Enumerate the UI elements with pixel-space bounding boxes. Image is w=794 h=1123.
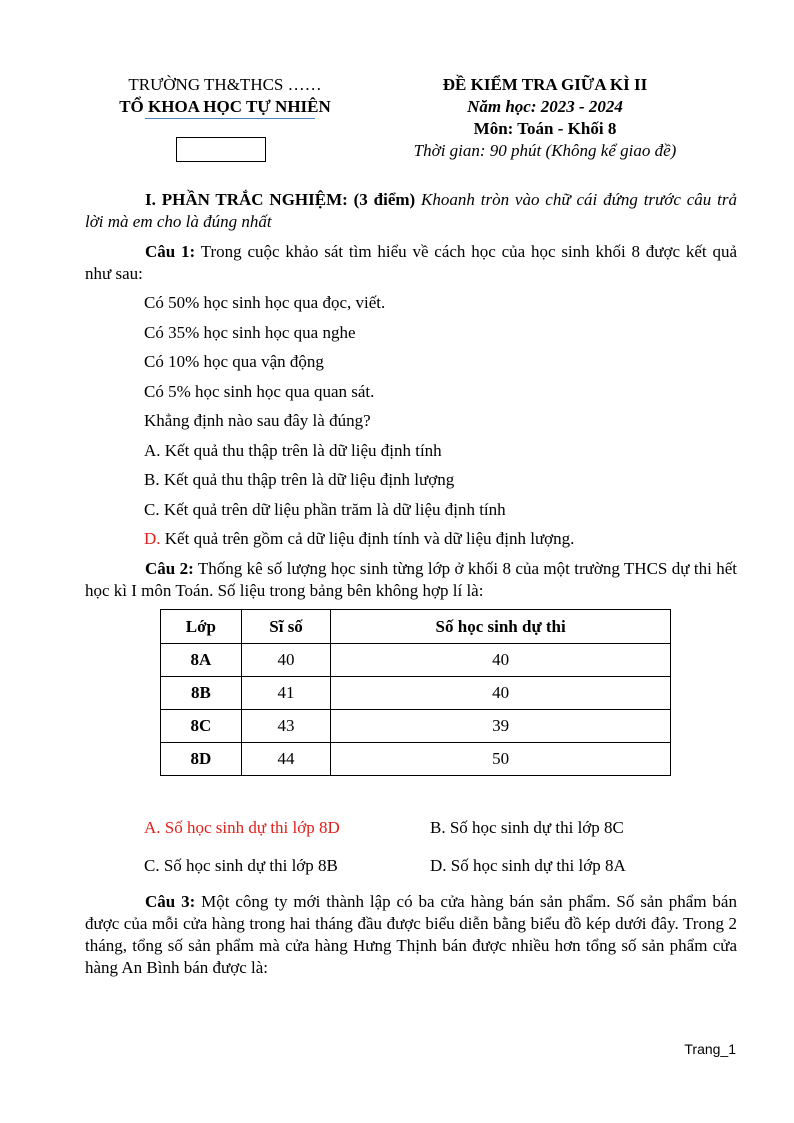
q1-line-1: Có 50% học sinh học qua đọc, viết. [144, 293, 386, 312]
header-class: Lớp [161, 610, 242, 644]
q1-line-2: Có 35% học sinh học qua nghe [144, 323, 356, 342]
q1-line-3: Có 10% học qua vận động [144, 352, 324, 371]
q1-line-4: Có 5% học sinh học qua quan sát. [144, 382, 375, 401]
school-year: Năm học: 2023 - 2024 [467, 97, 623, 116]
duration: Thời gian: 90 phút (Không kể giao đề) [413, 141, 677, 160]
table-row [161, 743, 671, 776]
cell-size: 44 [241, 743, 330, 776]
cell-size: 40 [241, 644, 330, 677]
q2-option-b: B. Số học sinh dự thi lớp 8C [430, 818, 624, 837]
q1-option-c: C. Kết quả trên dữ liệu phần trăm là dữ liệu định tính [144, 500, 506, 519]
cell-class: 8A [161, 644, 242, 677]
question-2-text: Thống kê số lượng học sinh từng lớp ở khối 8 của một trường THCS dự thi hết học kì I môn Toán. Số liệu trong bảng bên không hợp lí là: [85, 559, 737, 600]
header-participants: Số học sinh dự thi [331, 610, 671, 644]
header-size: Sĩ số [241, 610, 330, 644]
class-stats-table [160, 609, 671, 776]
cell-participants: 40 [331, 677, 671, 710]
subject: Môn: Toán - Khối 8 [473, 119, 617, 138]
question-1-text: Trong cuộc khảo sát tìm hiểu về cách học của học sinh khối 8 được kết quả như sau: [85, 242, 737, 283]
cell-class: 8B [161, 677, 242, 710]
question-1 [85, 241, 737, 285]
q2-option-d: D. Số học sinh dự thi lớp 8A [430, 856, 626, 875]
school-header [100, 74, 350, 118]
question-3-text: Một công ty mới thành lập có ba cửa hàng bán sản phẩm. Số sản phẩm bán được của mỗi cửa hàng trong hai tháng đầu được biểu diễn bằng biểu đồ kép dưới đây. Trong 2 tháng, tổng số sản phẩm mà cửa hàng Hưng Thịnh bán được nhiều hơn tổng số sản phẩm cửa hàng An Bình bán được là: [85, 892, 737, 977]
exam-header [380, 74, 710, 162]
question-1-label: Câu 1: [145, 242, 196, 261]
q1-option-d-text: Kết quả trên gồm cả dữ liệu định tính và dữ liệu định lượng. [160, 529, 575, 548]
table-row [161, 710, 671, 743]
page-number: Trang_1 [684, 1041, 736, 1057]
exam-code-box [176, 137, 266, 162]
question-2 [85, 558, 737, 602]
table-header-row [161, 610, 671, 644]
q1-option-d [144, 528, 574, 550]
cell-class: 8C [161, 710, 242, 743]
question-2-label: Câu 2: [145, 559, 194, 578]
cell-size: 41 [241, 677, 330, 710]
q1-option-a: A. Kết quả thu thập trên là dữ liệu định tính [144, 441, 442, 460]
q1-option-d-letter: D. [144, 529, 161, 548]
q1-prompt: Khẳng định nào sau đây là đúng? [144, 411, 371, 430]
q2-option-a: A. Số học sinh dự thi lớp 8D [144, 818, 340, 837]
exam-title: ĐỀ KIỂM TRA GIỮA KÌ II [442, 75, 648, 94]
school-name: TRƯỜNG TH&THCS …… [128, 75, 322, 94]
cell-participants: 40 [331, 644, 671, 677]
question-3-label: Câu 3: [145, 892, 196, 911]
header-divider [145, 118, 315, 119]
q1-option-b: B. Kết quả thu thập trên là dữ liệu định lượng [144, 470, 455, 489]
section-1-heading [85, 189, 737, 233]
table-row [161, 677, 671, 710]
department-name: TỔ KHOA HỌC TỰ NHIÊN [119, 97, 331, 116]
question-3 [85, 891, 737, 979]
cell-class: 8D [161, 743, 242, 776]
section-1-title: I. PHẦN TRẮC NGHIỆM: (3 điểm) [145, 190, 416, 209]
cell-participants: 39 [331, 710, 671, 743]
q2-option-c: C. Số học sinh dự thi lớp 8B [144, 856, 338, 875]
cell-size: 43 [241, 710, 330, 743]
cell-participants: 50 [331, 743, 671, 776]
section-1-instruction: Khoanh tròn vào chữ cái đứng trước câu trả lời mà em cho là đúng nhất [85, 190, 737, 231]
table-row [161, 644, 671, 677]
